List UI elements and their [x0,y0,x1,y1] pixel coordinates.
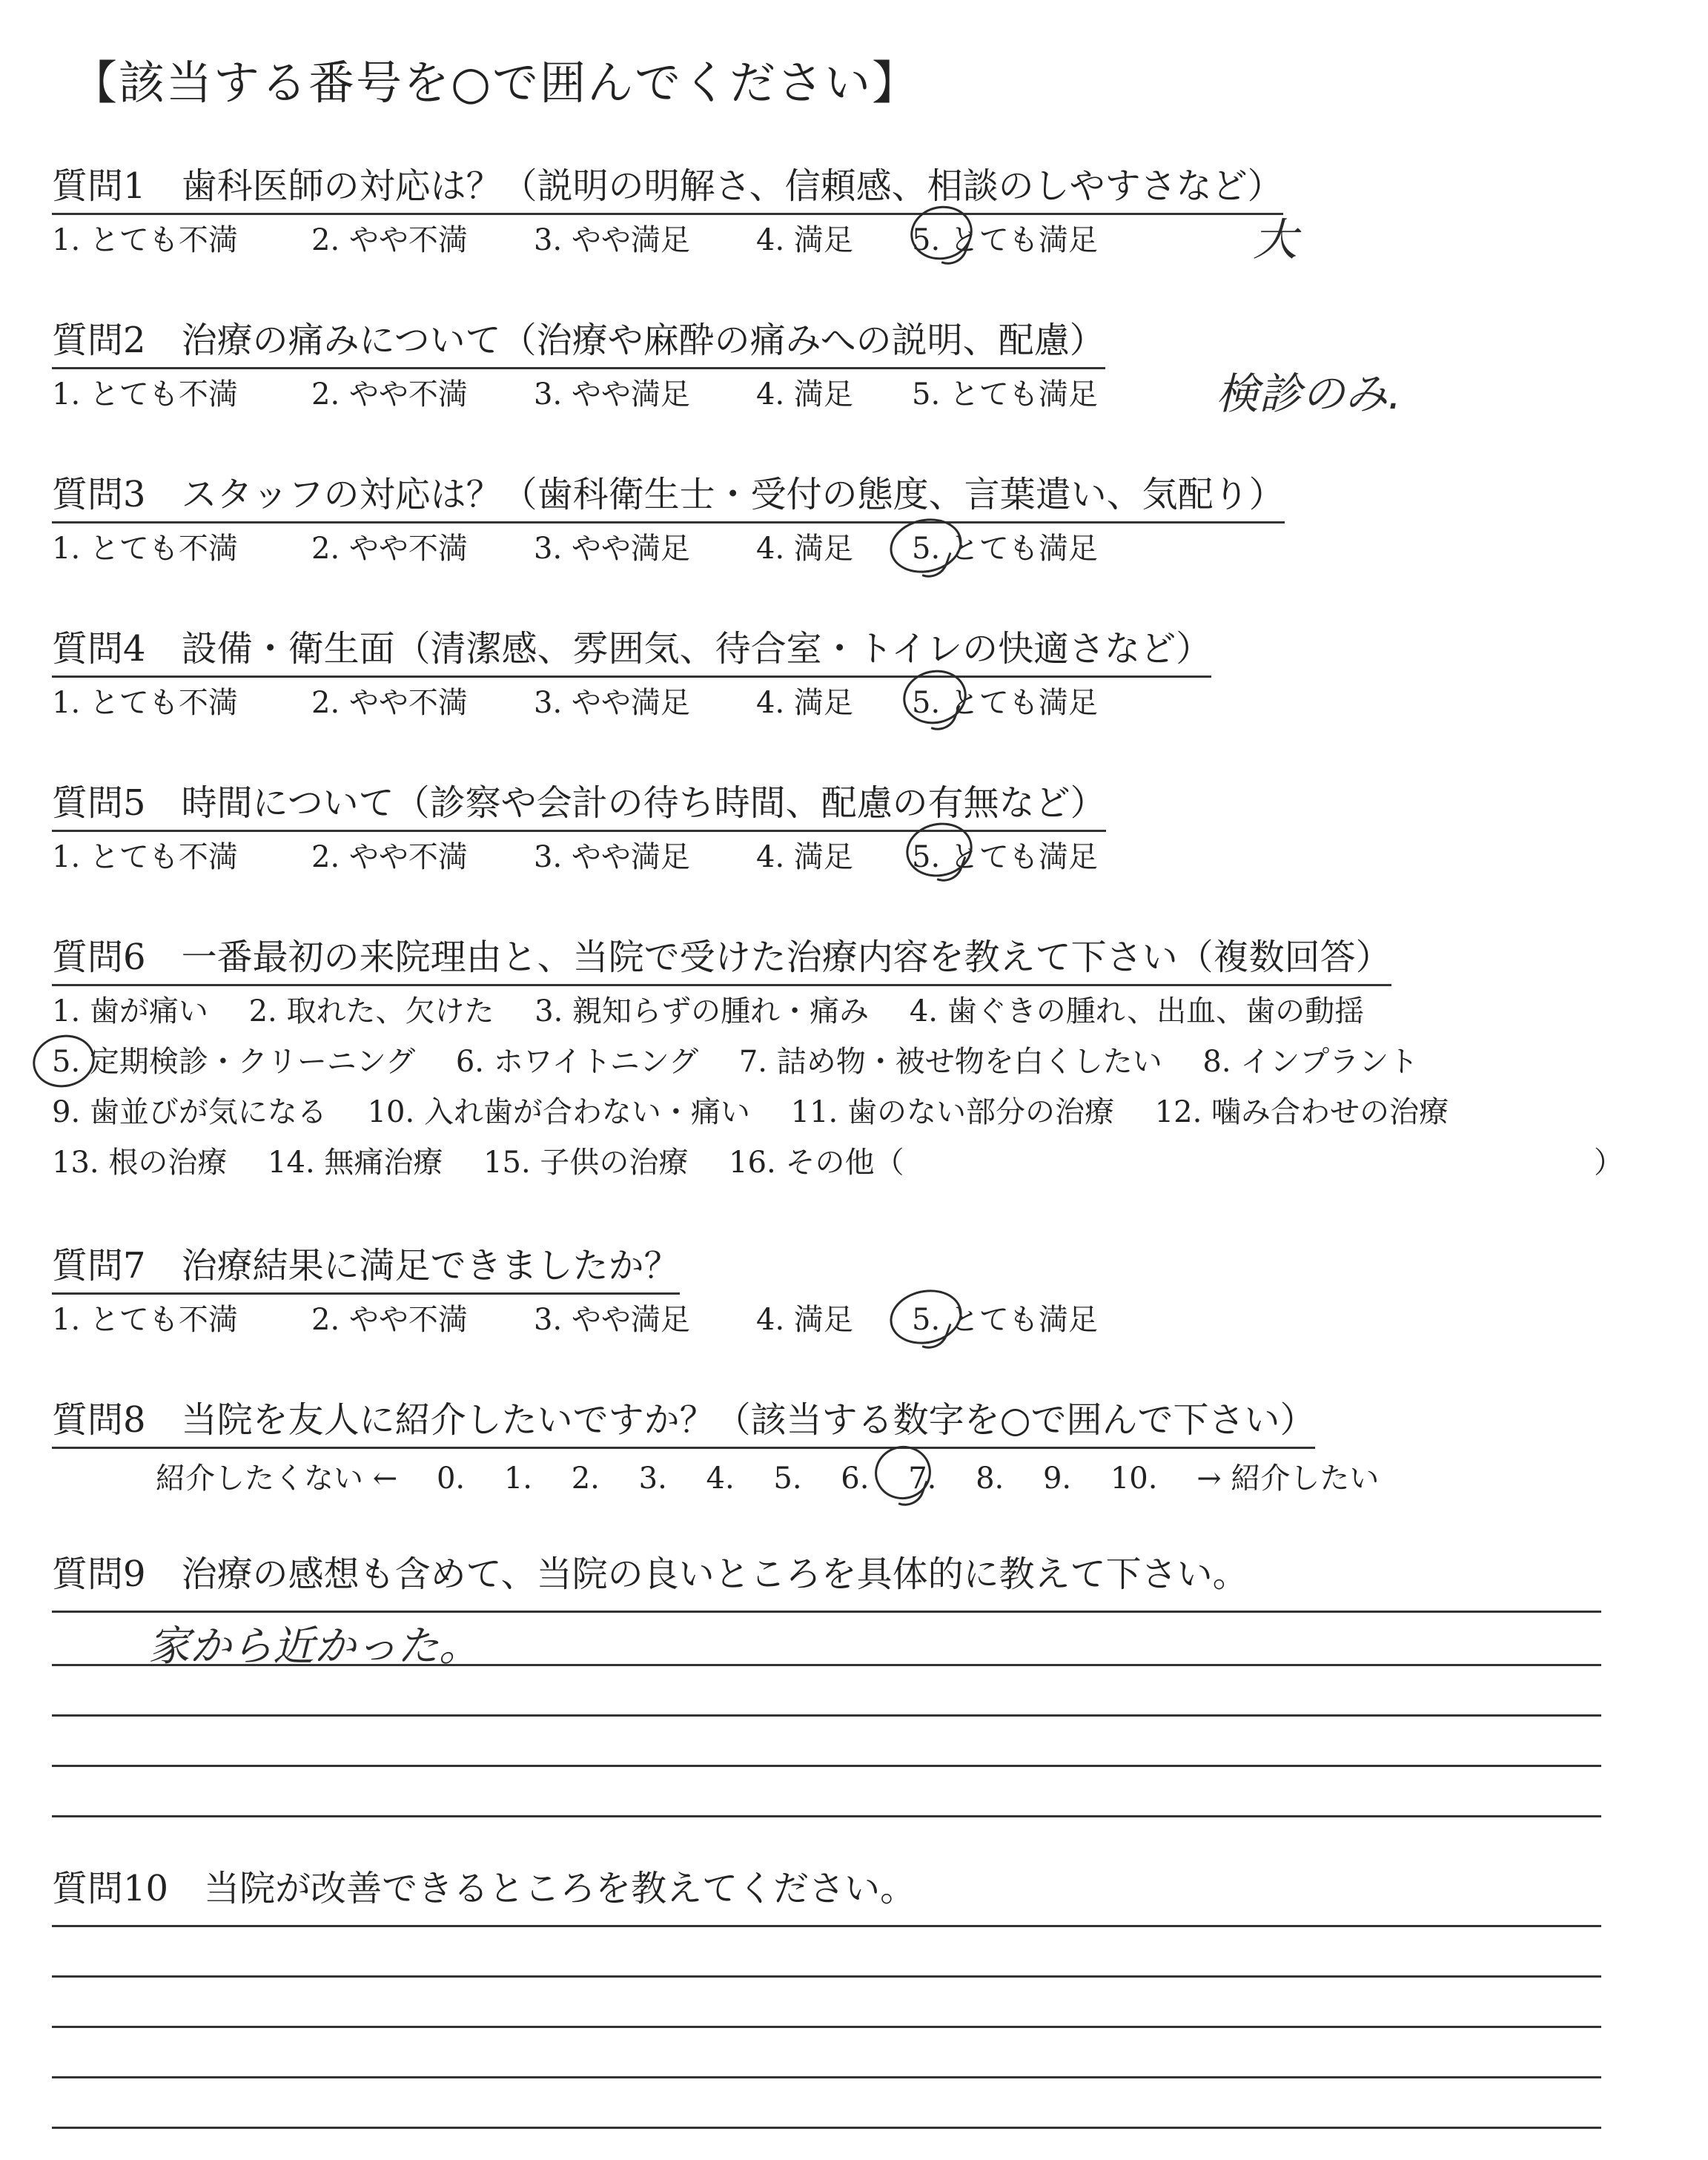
scale-10[interactable]: 10. [1110,1462,1158,1496]
answer-line [52,2076,1601,2078]
option-2[interactable]: 2. やや不満 [311,686,468,720]
q6-option-2[interactable]: 2. 取れた、欠けた [248,994,494,1028]
option-2[interactable]: 2. やや不満 [311,840,468,874]
option-3[interactable]: 3. やや満足 [534,686,690,720]
q6-option-13[interactable]: 13. 根の治療 [52,1146,228,1180]
option-1[interactable]: 1. とても不満 [52,840,238,874]
q6-option-row [52,1038,1449,1080]
handwritten-note-q2: 検診のみ. [1216,369,1402,419]
q6-option-7[interactable]: 7. 詰め物・被せ物を白くしたい [738,1045,1162,1079]
question-5-title: 質問5 時間について（診察や会計の待ち時間、配慮の有無など） [52,774,1106,832]
q6-option-1[interactable]: 1. 歯が痛い [52,994,208,1028]
option-2[interactable]: 2. やや不満 [311,223,468,257]
question-2-title: 質問2 治療の痛みについて（治療や麻酔の痛みへの説明、配慮） [52,311,1105,369]
scale-2[interactable]: 2. [571,1462,600,1496]
answer-line [52,1664,1601,1666]
q6-option-11[interactable]: 11. 歯のない部分の治療 [790,1095,1114,1129]
option-1[interactable]: 1. とても不満 [52,377,238,412]
option-1[interactable]: 1. とても不満 [52,223,238,257]
q6-option-10[interactable]: 10. 入れ歯が合わない・痛い [367,1095,750,1129]
scale-9[interactable]: 9. [1042,1462,1072,1496]
q6-option-3[interactable]: 3. 親知らずの腫れ・痛み [534,994,870,1028]
handwritten-note-q1: 大 [1253,214,1297,266]
answer-line [52,1925,1601,1927]
scale-5[interactable]: 5. [773,1462,802,1496]
handwritten-answer-q9[interactable]: 家から近かった。 [148,1622,480,1671]
answer-line [52,2026,1601,2028]
answer-line [52,1611,1601,1613]
q6-option-row [52,1089,1480,1131]
q6-option-16[interactable]: 16. その他（ [729,1146,904,1180]
scale-6[interactable]: 6. [841,1462,870,1496]
option-5[interactable]: 5. とても満足 [912,840,1098,874]
option-4[interactable]: 4. 満足 [756,686,853,720]
option-2[interactable]: 2. やや不満 [311,532,468,566]
option-3[interactable]: 3. やや満足 [534,532,690,566]
option-3[interactable]: 3. やや満足 [534,840,690,874]
q6-option-row [52,988,1395,1030]
option-1[interactable]: 1. とても不満 [52,686,238,720]
scale-0[interactable]: 0. [436,1462,466,1496]
answer-line [52,2127,1601,2129]
option-5[interactable]: 5. とても満足 [912,686,1098,720]
q6-option-14[interactable]: 14. 無痛治療 [268,1146,443,1180]
question-3-title: 質問3 スタッフの対応は？（歯科衛生士・受付の態度、言葉遣い、気配り） [52,466,1285,524]
scale-low-label: 紹介したくない ← [156,1462,398,1496]
answer-line [52,1714,1601,1717]
answer-line [52,1815,1601,1817]
question-9-title: 質問9 治療の感想も含めて、当院の良いところを具体的に教えて下さい。 [52,1553,1248,1595]
scale-high-label: → 紹介したい [1196,1462,1380,1496]
option-3[interactable]: 3. やや満足 [534,377,690,412]
question-10-title: 質問10 当院が改善できるところを教えてください。 [52,1868,916,1909]
option-5[interactable]: 5. とても満足 [912,532,1098,566]
option-4[interactable]: 4. 満足 [756,1303,853,1337]
q6-option-4[interactable]: 4. 歯ぐきの腫れ、出血、歯の動揺 [909,994,1365,1028]
page-title: 【該当する番号を○で囲んでください】 [71,56,920,110]
scale-1[interactable]: 1. [503,1462,533,1496]
question-1-title: 質問1 歯科医師の対応は？（説明の明解さ、信頼感、相談のしやすさなど） [52,157,1283,215]
option-5[interactable]: 5. とても満足 [912,377,1098,412]
option-5[interactable]: 5. とても満足 [912,1303,1098,1337]
option-3[interactable]: 3. やや満足 [534,223,690,257]
option-5[interactable]: 5. とても満足 [912,223,1098,257]
q6-option-8[interactable]: 8. インプラント [1202,1045,1419,1079]
scale-8[interactable]: 8. [976,1462,1004,1496]
option-1[interactable]: 1. とても不満 [52,532,238,566]
q6-option-5[interactable]: 5. 定期検診・クリーニング [52,1045,416,1079]
q6-option-9[interactable]: 9. 歯並びが気になる [52,1095,327,1129]
q6-option-6[interactable]: 6. ホワイトニング [455,1045,699,1079]
answer-line [52,1975,1601,1978]
scale-3[interactable]: 3. [638,1462,667,1496]
option-1[interactable]: 1. とても不満 [52,1303,238,1337]
answer-line [52,1765,1601,1767]
question-7-title: 質問7 治療結果に満足できましたか？ [52,1237,680,1295]
option-2[interactable]: 2. やや不満 [311,377,468,412]
question-6-title: 質問6 一番最初の来院理由と、当院で受けた治療内容を教えて下さい（複数回答） [52,928,1391,986]
option-4[interactable]: 4. 満足 [756,377,853,412]
q6-option-15[interactable]: 15. 子供の治療 [483,1146,689,1180]
scale-4[interactable]: 4. [706,1462,735,1496]
option-4[interactable]: 4. 満足 [756,223,853,257]
option-4[interactable]: 4. 満足 [756,840,853,874]
option-2[interactable]: 2. やや不満 [311,1303,468,1337]
option-4[interactable]: 4. 満足 [756,532,853,566]
q6-other-close-paren: ） [1594,1146,1623,1180]
scale-7[interactable]: 7. [908,1462,937,1496]
recommend-scale [156,1455,1409,1497]
question-8-title: 質問8 当院を友人に紹介したいですか？（該当する数字を○で囲んで下さい） [52,1391,1315,1449]
q6-option-12[interactable]: 12. 噛み合わせの治療 [1154,1095,1449,1129]
question-4-title: 質問4 設備・衛生面（清潔感、雰囲気、待合室・トイレの快適さなど） [52,620,1211,678]
option-3[interactable]: 3. やや満足 [534,1303,690,1337]
q6-option-row [52,1139,1623,1181]
